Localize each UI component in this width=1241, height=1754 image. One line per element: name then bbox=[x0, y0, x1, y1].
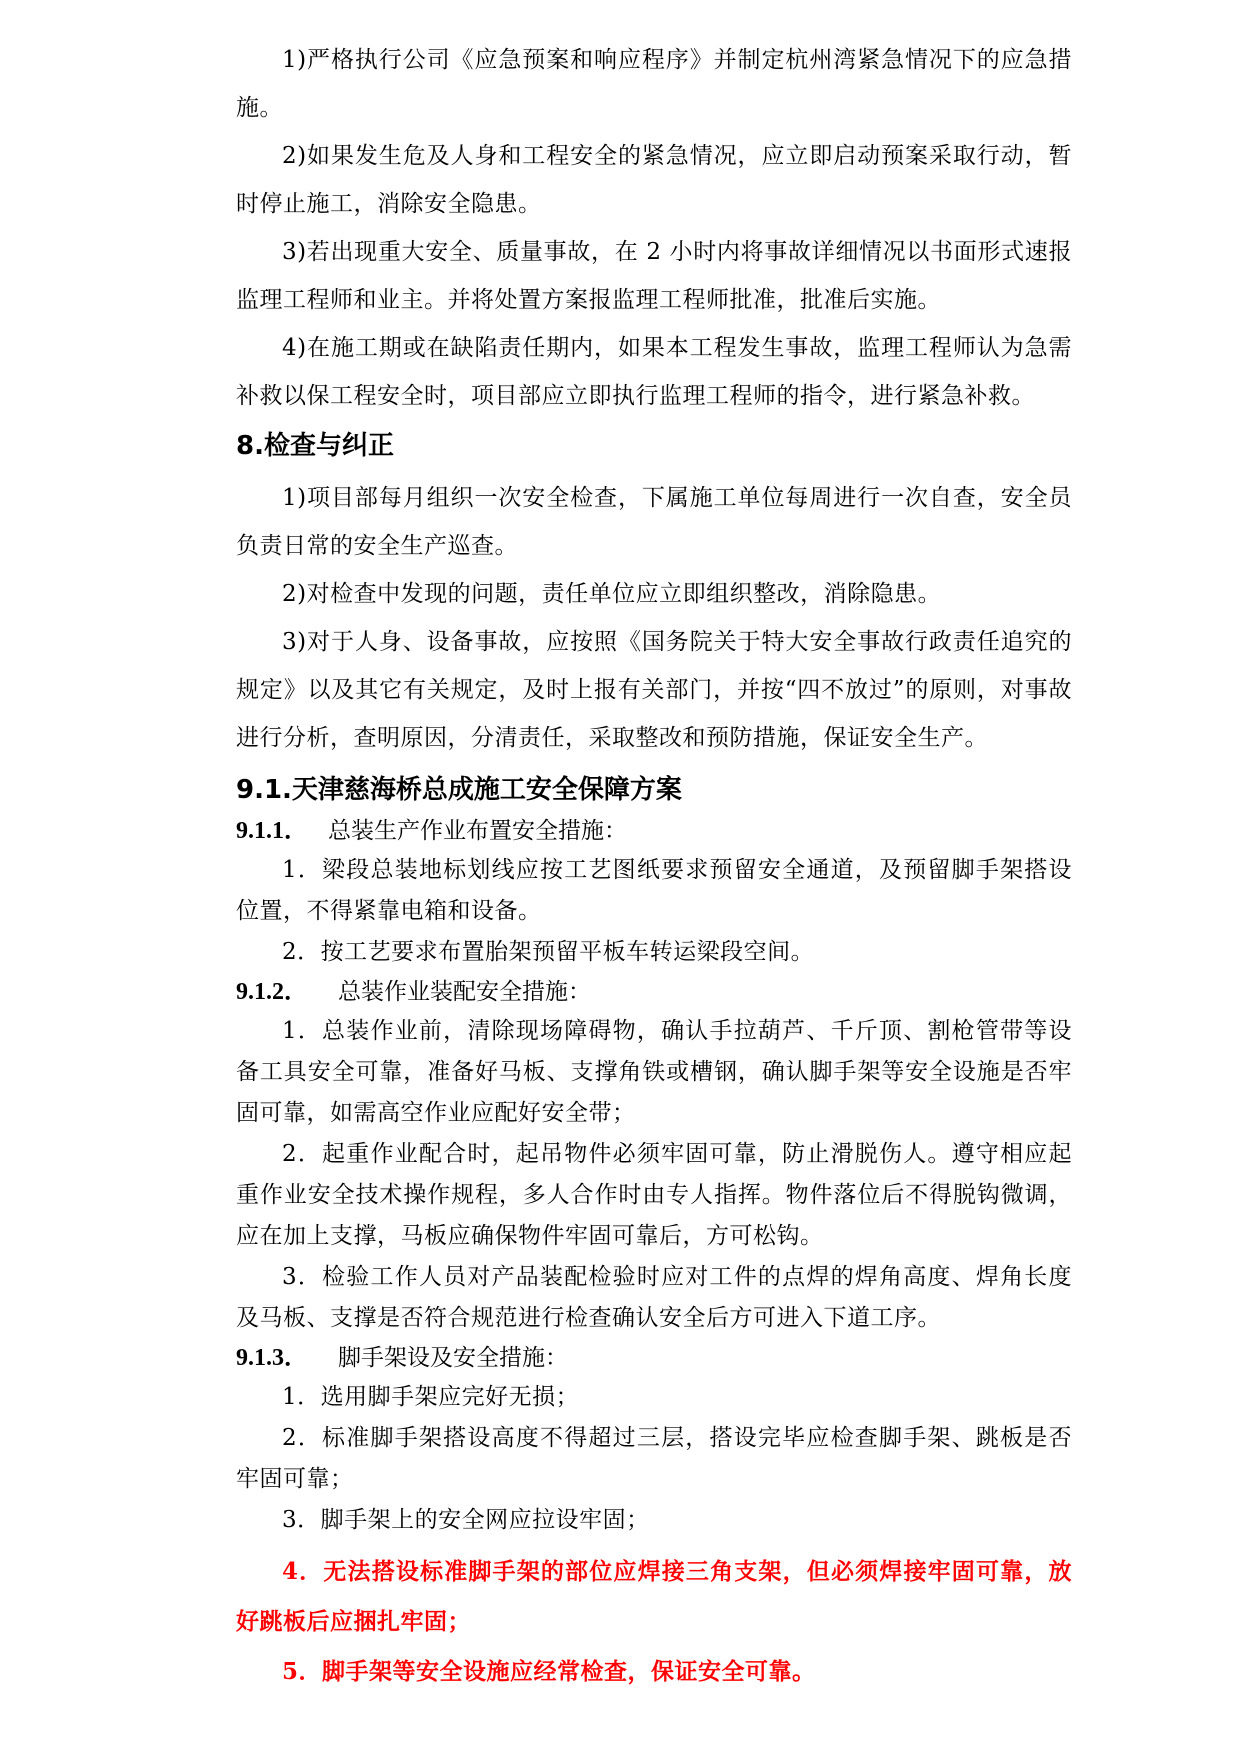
highlighted-paragraph-9-1-3-4: 4．无法搭设标准脚手架的部位应焊接三角支架，但必须焊接牢固可靠，放好跳板后应捆扎牢固； bbox=[236, 1558, 1072, 1635]
subsection-9-1-3-heading bbox=[236, 1339, 1072, 1377]
subsection-9-1-2-heading bbox=[236, 973, 1072, 1011]
section-8-items bbox=[236, 474, 1072, 762]
paragraph-8-1: 1)项目部每月组织一次安全检查，下属施工单位每周进行一次自查，安全员负责日常的安全生产巡查。 bbox=[236, 485, 1072, 559]
highlighted-paragraph-9-1-3-5: 5．脚手架等安全设施应经常检查，保证安全可靠。 bbox=[282, 1658, 816, 1685]
document-page bbox=[236, 34, 1072, 1697]
section-9-1-heading: 9.1.天津慈海桥总成施工安全保障方案 bbox=[236, 775, 682, 805]
subsection-number: 9.1.2． bbox=[236, 979, 308, 1005]
paragraph-9-1-2-3: 3．检验工作人员对产品装配检验时应对工件的点焊的焊角高度、焊角长度及马板、支撑是否符合规范进行检查确认安全后方可进入下道工序。 bbox=[236, 1264, 1072, 1331]
paragraph-7-3: 3)若出现重大安全、质量事故，在 2 小时内将事故详细情况以书面形式速报监理工程师和业主。并将处置方案报监理工程师批准，批准后实施。 bbox=[236, 239, 1072, 313]
paragraph-8-2: 2)对检查中发现的问题，责任单位应立即组织整改，消除隐患。 bbox=[282, 581, 942, 607]
subsection-title: 脚手架设及安全措施： bbox=[338, 1345, 568, 1371]
subsection-title: 总装作业装配安全措施： bbox=[338, 979, 591, 1005]
subsection-number: 9.1.3． bbox=[236, 1345, 308, 1371]
subsection-9-1-1-heading bbox=[236, 812, 1072, 850]
paragraph-9-1-3-3: 3．脚手架上的安全网应拉设牢固； bbox=[282, 1507, 650, 1533]
section-7-emergency-items bbox=[236, 36, 1072, 420]
paragraph-9-1-3-2: 2．标准脚手架搭设高度不得超过三层，搭设完毕应检查脚手架、跳板是否牢固可靠； bbox=[236, 1425, 1072, 1492]
paragraph-9-1-2-1: 1．总装作业前，清除现场障碍物，确认手拉葫芦、千斤顶、割枪管带等设备工具安全可靠，准备好马板、支撑角铁或槽钢，确认脚手架等安全设施是否牢固可靠，如需高空作业应配好安全带； bbox=[236, 1018, 1072, 1126]
paragraph-7-2: 2)如果发生危及人身和工程安全的紧急情况，应立即启动预案采取行动，暂时停止施工，消除安全隐患。 bbox=[236, 143, 1072, 217]
paragraph-9-1-3-1: 1．选用脚手架应完好无损； bbox=[282, 1384, 580, 1410]
paragraph-7-1: 1)严格执行公司《应急预案和响应程序》并制定杭州湾紧急情况下的应急措施。 bbox=[236, 47, 1072, 121]
paragraph-9-1-2-2: 2．起重作业配合时，起吊物件必须牢固可靠，防止滑脱伤人。遵守相应起重作业安全技术操作规程，多人合作时由专人指挥。物件落位后不得脱钩微调，应在加上支撑，马板应确保物件牢固可靠后，方可松钩。 bbox=[236, 1141, 1072, 1249]
subsection-number: 9.1.1． bbox=[236, 818, 308, 844]
section-8-heading: 8.检查与纠正 bbox=[236, 431, 394, 461]
paragraph-9-1-1-1: 1．梁段总装地标划线应按工艺图纸要求预留安全通道，及预留脚手架搭设位置，不得紧靠电箱和设备。 bbox=[236, 857, 1072, 924]
paragraph-7-4: 4)在施工期或在缺陷责任期内，如果本工程发生事故，监理工程师认为急需补救以保工程安全时，项目部应立即执行监理工程师的指令，进行紧急补救。 bbox=[236, 335, 1072, 409]
subsection-title: 总装生产作业布置安全措施： bbox=[328, 818, 627, 844]
paragraph-9-1-1-2: 2．按工艺要求布置胎架预留平板车转运梁段空间。 bbox=[282, 939, 815, 965]
paragraph-8-3: 3)对于人身、设备事故，应按照《国务院关于特大安全事故行政责任追究的规定》以及其它有关规定，及时上报有关部门，并按“四不放过”的原则，对事故进行分析，查明原因，分清责任，采取整改和预防措施，保证安全生产。 bbox=[236, 629, 1072, 751]
